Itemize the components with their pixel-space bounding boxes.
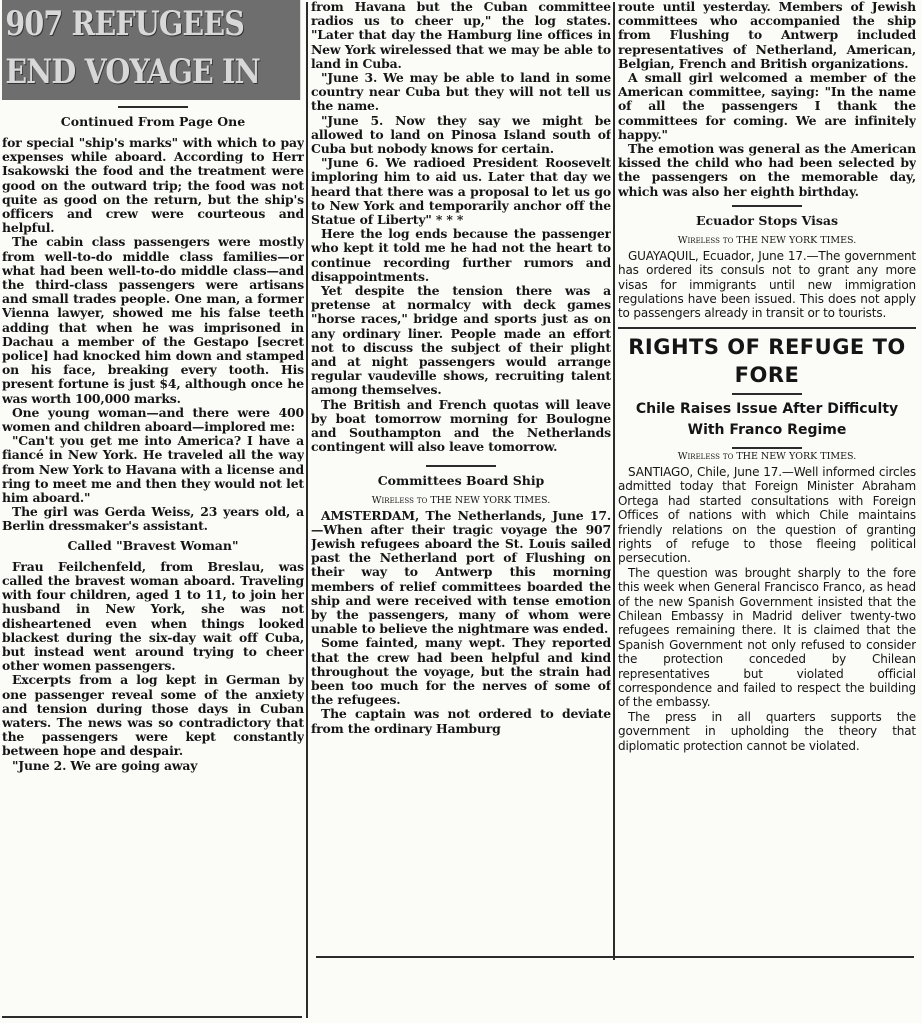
paragraph: A small girl welcomed a member of the American committee, saying: "In the name of all the passengers I thank the committees for coming. We are infinitely happy." (618, 70, 916, 142)
continued-label: Continued From Page One (60, 114, 246, 129)
section-rule (618, 327, 916, 329)
paragraph: SANTIAGO, Chile, June 17.—Well informed circles admitted today that Foreign Minister Abraham Ortega had started consultations with Foreign Offices of nations with which Chile maintains friendly relations on the question of granting rights of refuge to those fleeing political persecution. (618, 464, 916, 566)
column-rule-2 (613, 2, 615, 960)
paragraph: Here the log ends because the passenger who kept it told me he had not the heart to continue recording further rumors and disappointments. (311, 226, 611, 284)
paragraph: The question was brought sharply to the fore this week when General Francisco Franco, as head of the new Spanish Government insisted that the Chilean Embassy in Madrid deliver twenty-two refugees remaining there. It is claimed that the Spanish Government not only refused to consider the protection conceded by Chilean representatives but violated official correspondence and failed to respect the building of the embassy. (618, 565, 916, 710)
paragraph: The emotion was general as the American kissed the child who had been selected by the passengers on the memorable day, which was also her eighth birthday. (618, 141, 916, 199)
bottom-rule-col1 (2, 1016, 302, 1018)
paragraph: "Can't you get me into America? I have a fiancé in New York. He traveled all the way from New York to Havana with a license and ring to meet me and then they would not let him aboard." (2, 433, 304, 506)
column-3 (618, 0, 916, 753)
paragraph: The captain was not ordered to deviate from the ordinary Hamburg (311, 706, 611, 736)
rights-deck: Chile Raises Issue After Difficulty With Franco Regime (635, 400, 899, 438)
paragraph: from Havana but the Cuban committee radios us to cheer up," the log states. "Later that day the Hamburg line offices in New York wirelessed that we may be able to land in Cuba. (311, 0, 611, 71)
wireless-credit: Wireless to THE NEW YORK TIMES. (371, 494, 551, 506)
divider (732, 393, 802, 395)
divider (732, 447, 802, 449)
paragraph: One young woman—and there were 400 women and children aboard—implored me: (2, 404, 304, 435)
article-body-committees (311, 509, 611, 736)
article-body-ecuador (618, 249, 916, 321)
paragraph: The press in all quarters supports the government in upholding the theory that diplomatic protection cannot be violated. (618, 709, 916, 753)
headline-box (2, 0, 304, 100)
bottom-rule-col2-3 (316, 956, 914, 958)
column-rule-1 (306, 2, 308, 1018)
paragraph: The girl was Gerda Weiss, 23 years old, a Berlin dressmaker's assistant. (2, 504, 304, 534)
wireless-credit: Wireless to THE NEW YORK TIMES. (677, 450, 857, 462)
article-body-col1b (2, 560, 304, 773)
paragraph: route until yesterday. Members of Jewish committees who accompanied the ship from Flushing to Antwerp included representatives of Netherland, American, Belgian, French and British organizations. (618, 0, 916, 71)
column-2 (311, 0, 611, 736)
main-headline: 907 REFUGEES END VOYAGE IN (2, 0, 300, 100)
paragraph: "June 6. We radioed President Roosevelt imploring him to aid us. Later that day we heard that there was a proposal to let us go to New York and temporarily anchor off the Statue of Liberty" * * * (311, 155, 611, 228)
paragraph: "June 2. We are going away (12, 757, 198, 773)
article-body-rights (618, 465, 916, 753)
paragraph: "June 3. We may be able to land in some country near Cuba but they will not tell us the name. (311, 70, 611, 114)
paragraph: Frau Feilchenfeld, from Breslau, was called the bravest woman aboard. Traveling with four children, aged 1 to 11, to join her husband in New York, she was not disheartened even when things looked blackest during the six-day wait off Cuba, but instead went around trying to cheer other women passengers. (2, 558, 304, 674)
paragraph: The British and French quotas will leave by boat tomorrow morning for Boulogne and Southampton and the Netherlands contingent will also leave tomorrow. (311, 396, 611, 455)
paragraph: Excerpts from a log kept in German by one passenger reveal some of the anxiety and tension during those days in Cuban waters. The news was so contradictory that the passengers were kept constantly between hope and despair. (2, 672, 304, 759)
paragraph: GUAYAQUIL, Ecuador, June 17.—The government has ordered its consuls not to grant any more visas for immigrants until new immigration regulations have been issued. This does not apply to passengers already in transit or to tourists. (618, 248, 916, 321)
paragraph: Yet despite the tension there was a pretense at normalcy with deck games "horse races," bridge and sports just as on any ordinary liner. People made an effort not to discuss the subject of their plight and at night passengers would arrange regular vaudeville shows, recruiting talent among themselves. (311, 283, 611, 398)
divider (732, 205, 802, 207)
paragraph: "June 5. Now they say we might be allowed to land on Pinosa Island south of Cuba but nobody knows for certain. (311, 112, 611, 157)
subhead-bravest-woman: Called "Bravest Woman" (67, 537, 239, 553)
article-body-col2 (311, 0, 611, 455)
paragraph: for special "ship's marks" with which to pay expenses while aboard. According to Herr Isakowski the food and the treatment were good on the outward trip; the food was not quite as good on the return, but the ship's officers and crew were courteous and helpful. (2, 135, 304, 236)
rights-headline: RIGHTS OF REFUGE TO FORE (628, 334, 906, 387)
divider (118, 106, 188, 108)
divider (426, 465, 496, 467)
wireless-credit: Wireless to THE NEW YORK TIMES. (677, 234, 857, 246)
paragraph: The cabin class passengers were mostly from well-to-do middle class families—or what had been well-to-do middle class—and the third-class passengers were artisans and small trades people. One man, a former Vienna lawyer, showed me his false teeth adding that when he was imprisoned in Dachau a member of the Gestapo [secret police] had knocked him down and stamped on his face, breaking every tooth. His present fortune is just $4, although once he was worth 100,000 marks. (2, 234, 304, 406)
column-1 (2, 0, 304, 773)
paragraph: Some fainted, many wept. They reported that the crew had been helpful and kind throughout the voyage, but the strain had been too much for the nerves of some of the refugees. (311, 635, 611, 708)
ecuador-headline: Ecuador Stops Visas (695, 212, 838, 228)
committees-headline: Committees Board Ship (377, 472, 545, 488)
article-body-col3 (618, 0, 916, 199)
paragraph: AMSTERDAM, The Netherlands, June 17.—When after their tragic voyage the 907 Jewish refugees aboard the St. Louis sailed past the Netherland port of Flushing on their way to Antwerp this morning members of relief committees boarded the ship and were received with tense emotion by the passengers, many of whom were unable to believe the nightmare was ended. (311, 507, 611, 637)
article-body-col1 (2, 136, 304, 534)
